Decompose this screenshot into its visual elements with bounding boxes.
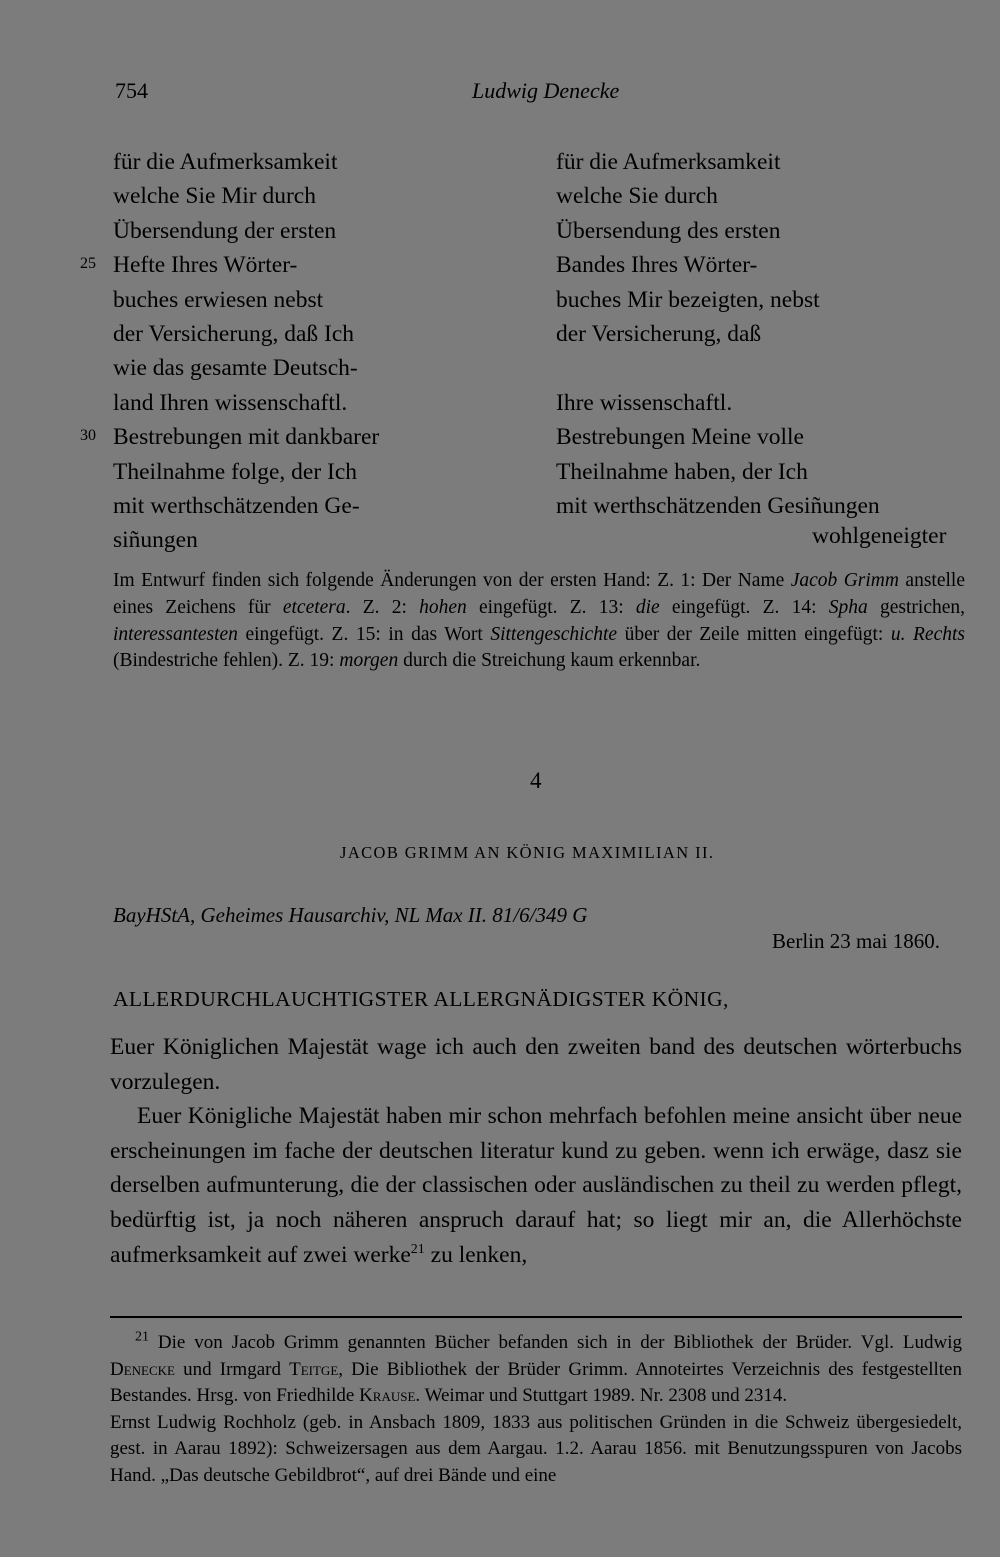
left-line: der Versicherung, daß Ich [113,320,355,347]
right-line: Bandes Ihres Wörter- [556,252,758,279]
letter-date: Berlin 23 mai 1860. [772,929,940,953]
left-line: Übersendung der ersten [113,217,337,244]
note-text: über der Zeile mitten eingefügt: [617,623,891,645]
footnote-text: . Weimar und Stuttgart 1989. Nr. 2308 und 2314. [415,1385,788,1407]
note-text: durch die Streichung kaum erkennbar. [398,650,701,672]
left-line: buches erwiesen nebst [113,286,324,313]
footnote-paragraph-1 [110,1330,962,1410]
document-title: JACOB GRIMM AN KÖNIG MAXIMILIAN II. [340,843,715,862]
left-line: wie das gesamte Deutsch- [113,355,358,382]
left-line: Theilnahme folge, der Ich [113,458,358,485]
right-line-last: wohlgeneigter [812,523,947,549]
note-italic: morgen [339,650,399,672]
note-italic: hohen [419,596,467,618]
footnote-text: , Die Bibliothek der Brüder Grimm. Annoteirtes Verzeichnis des festgestellten Bestandes. Hrsg. von Friedhilde [110,1358,962,1407]
left-line: mit werthschätzenden Ge- [113,492,360,519]
right-line: für die Aufmerksamkeit [556,149,781,175]
right-line: Theilnahme haben, der Ich [556,458,808,485]
draft-column-left [113,145,379,558]
editor-name: Krause [359,1385,416,1407]
note-text: gestrichen, [867,596,966,618]
right-line: Ihre wissenschaftl. [556,389,733,416]
note-text: eingefügt. Z. 15: in das Wort [237,623,491,645]
right-line: welche Sie durch [556,183,718,210]
left-line: welche Sie Mir durch [113,183,316,210]
footnote-paragraph-2: Ernst Ludwig Rochholz (geb. in Ansbach 1809, 1833 aus politischen Gründen in die Schweiz übergesiedelt, gest. in Aarau 1892): Schweizersagen aus dem Aargau. 1.2. Aarau 1856. mit Benutzungsspuren von Jacobs Hand. „Das deutsche Gebildbrot“, auf drei Bände und eine [110,1411,962,1486]
footnote-21 [110,1330,962,1490]
note-text: (Bindestriche fehlen). Z. 19: [113,650,340,672]
left-line: siñungen [113,527,198,554]
author-name: Teitge [289,1358,339,1380]
author-name: Denecke [110,1358,175,1380]
footnote-text: und Irmgard [175,1358,290,1380]
letter-paragraph-1: Euer Königlichen Majestät wage ich auch den zweiten band des deutschen wörterbuchs vorzulegen. [110,1034,962,1095]
footnote-divider [110,1316,962,1318]
letter-paragraph-2 [110,1099,962,1272]
note-italic: Spha [828,596,868,618]
line-number-25: 25 [80,255,96,272]
note-italic: u. Rechts [890,623,965,645]
archive-source: BayHStA, Geheimes Hausarchiv, NL Max II. 81/6/349 G [113,903,588,927]
page-number: 754 [115,78,148,103]
footnote-text: Die von Jacob Grimm genannten Bücher befanden sich in der Bibliothek der Brüder. Vgl. Ludwig [149,1332,962,1353]
right-line: buches Mir bezeigten, nebst [556,286,820,313]
paragraph-text-end: zu lenken, [424,1241,528,1268]
left-line: land Ihren wissenschaftl. [113,389,348,416]
note-italic: die [635,596,660,618]
right-line: Bestrebungen Meine volle [556,424,804,451]
note-text: eingefügt. Z. 14: [659,596,829,618]
draft-column-right [556,145,880,523]
right-line: Übersendung des ersten [556,217,781,244]
left-line: Hefte Ihres Wörter- [113,252,298,279]
right-line [556,351,880,385]
note-italic: interessantesten [113,623,238,645]
note-italic: etcetera [282,596,346,618]
document-number: 4 [530,768,542,793]
paragraph-text: Euer Königliche Majestät haben mir schon mehrfach befohlen meine ansicht über neue erscheinungen im fache der deutschen literatur kund zu geben. wenn ich erwäge, dasz sie derselben aufmunterung, die der classischen oder ausländischen zu theil zu werden pflegt, bedürftig ist, ja noch näheren anspruch darauf hat; so liegt mir an, die Allerhöchste aufmerksamkeit auf zwei werke [110,1103,962,1268]
footnote-reference[interactable]: 21 [410,1241,425,1257]
note-italic: Sittengeschichte [490,623,618,645]
note-italic: Jacob Grimm [790,570,899,591]
letter-salutation: ALLERDURCHLAUCHTIGSTER ALLERGNÄDIGSTER KÖNIG, [113,987,729,1011]
note-text: anstelle eines Zeichens für [113,570,965,618]
letter-body [110,1030,962,1272]
left-line: Bestrebungen mit dankbarer [113,424,380,451]
right-line: der Versicherung, daß [556,320,762,347]
right-line: mit werthschätzenden Gesiñungen [556,492,880,519]
note-text: . Z. 2: [345,596,420,618]
note-text: Im Entwurf finden sich folgende Änderungen von der ersten Hand: Z. 1: Der Name [113,570,791,591]
line-number-30: 30 [80,427,96,444]
footnote-marker: 21 [135,1329,149,1345]
running-head: Ludwig Denecke [472,78,620,103]
note-text: eingefügt. Z. 13: [466,596,636,618]
left-line: für die Aufmerksamkeit [113,149,338,175]
editorial-notes [113,568,965,675]
